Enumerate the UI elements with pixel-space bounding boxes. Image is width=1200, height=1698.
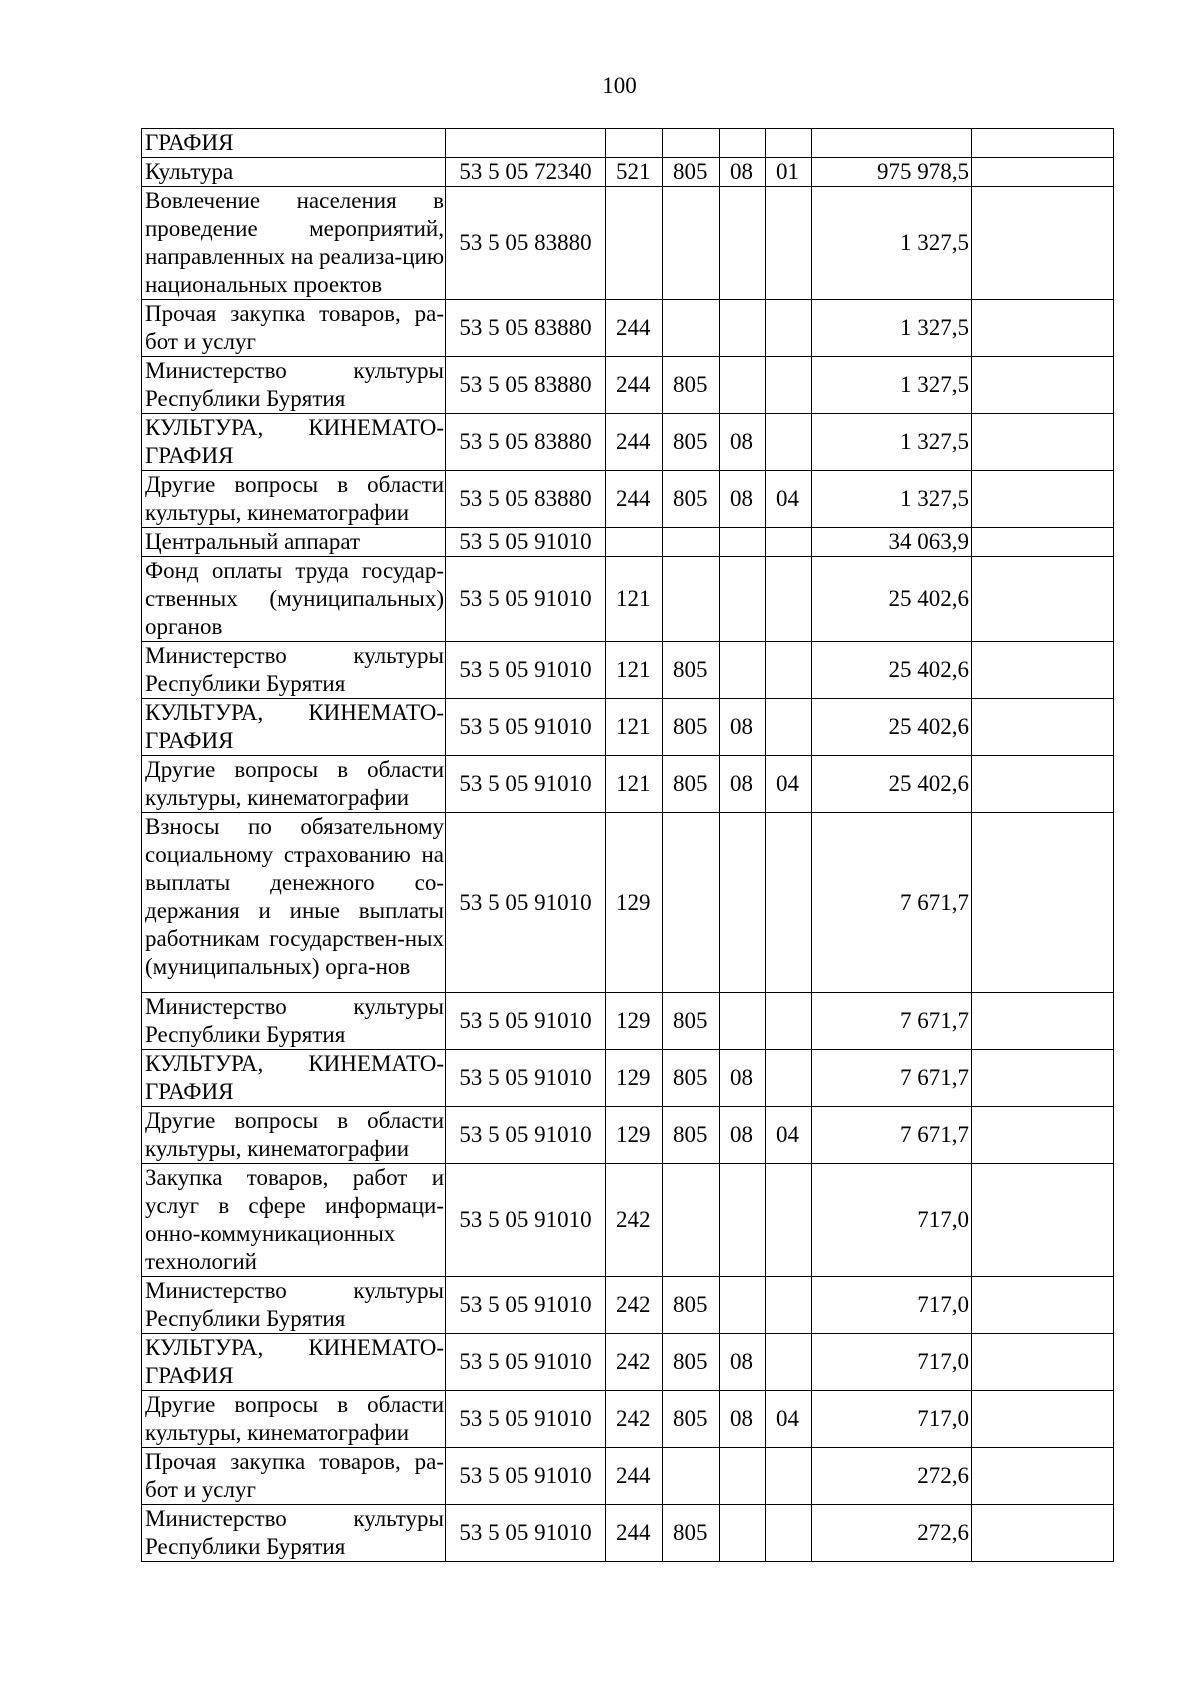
row-extra-cell — [972, 642, 1114, 699]
row-extra-cell — [972, 1164, 1114, 1277]
row-extra-cell — [972, 557, 1114, 642]
row-name-cell: Закупка товаров, работ и услуг в сфере информаци-онно-коммуникационных технологий — [142, 1164, 446, 1277]
row-department-cell — [663, 129, 720, 158]
row-code-cell: 53 5 05 91010 — [446, 642, 606, 699]
row-amount-cell: 25 402,6 — [812, 699, 972, 756]
row-section-cell: 08 — [720, 699, 766, 756]
row-section-cell: 08 — [720, 1334, 766, 1391]
row-subsection-cell — [766, 528, 812, 557]
row-expense-type-cell: 129 — [606, 813, 663, 993]
row-amount-cell: 1 327,5 — [812, 414, 972, 471]
row-section-cell: 08 — [720, 158, 766, 187]
row-expense-type-cell: 521 — [606, 158, 663, 187]
row-amount-cell: 1 327,5 — [812, 357, 972, 414]
row-subsection-cell — [766, 557, 812, 642]
row-expense-type-cell: 121 — [606, 699, 663, 756]
row-expense-type-cell: 242 — [606, 1334, 663, 1391]
row-department-cell — [663, 528, 720, 557]
row-department-cell: 805 — [663, 1107, 720, 1164]
row-code-cell: 53 5 05 83880 — [446, 357, 606, 414]
row-extra-cell — [972, 699, 1114, 756]
row-name-cell: Министерство культуры Республики Бурятия — [142, 357, 446, 414]
row-amount-cell: 975 978,5 — [812, 158, 972, 187]
table-row — [142, 1391, 1114, 1448]
row-code-cell: 53 5 05 91010 — [446, 557, 606, 642]
row-extra-cell — [972, 528, 1114, 557]
row-extra-cell — [972, 813, 1114, 993]
row-subsection-cell — [766, 699, 812, 756]
row-code-cell — [446, 129, 606, 158]
row-expense-type-cell: 244 — [606, 1505, 663, 1562]
row-expense-type-cell — [606, 187, 663, 300]
row-department-cell: 805 — [663, 1505, 720, 1562]
row-amount-cell: 717,0 — [812, 1164, 972, 1277]
row-amount-cell: 1 327,5 — [812, 300, 972, 357]
row-department-cell — [663, 300, 720, 357]
row-extra-cell — [972, 129, 1114, 158]
row-section-cell — [720, 129, 766, 158]
row-subsection-cell — [766, 357, 812, 414]
table-row — [142, 642, 1114, 699]
row-amount-cell: 717,0 — [812, 1334, 972, 1391]
row-name-cell: Другие вопросы в области культуры, кинематографии — [142, 756, 446, 813]
row-section-cell — [720, 1164, 766, 1277]
row-name-cell: КУЛЬТУРА, КИНЕМАТО-ГРАФИЯ — [142, 414, 446, 471]
row-extra-cell — [972, 357, 1114, 414]
row-subsection-cell — [766, 1334, 812, 1391]
row-name-cell: ГРАФИЯ — [142, 129, 446, 158]
row-section-cell — [720, 813, 766, 993]
row-amount-cell: 34 063,9 — [812, 528, 972, 557]
row-subsection-cell: 04 — [766, 1107, 812, 1164]
row-expense-type-cell: 121 — [606, 642, 663, 699]
row-name-cell: Другие вопросы в области культуры, кинематографии — [142, 471, 446, 528]
table-body — [142, 129, 1114, 1562]
table-row — [142, 158, 1114, 187]
row-code-cell: 53 5 05 83880 — [446, 471, 606, 528]
row-department-cell — [663, 187, 720, 300]
row-subsection-cell: 04 — [766, 471, 812, 528]
row-section-cell: 08 — [720, 471, 766, 528]
row-subsection-cell — [766, 813, 812, 993]
row-code-cell: 53 5 05 83880 — [446, 187, 606, 300]
row-amount-cell: 1 327,5 — [812, 471, 972, 528]
row-extra-cell — [972, 993, 1114, 1050]
row-expense-type-cell: 129 — [606, 1050, 663, 1107]
table-row — [142, 1164, 1114, 1277]
table-row — [142, 813, 1114, 993]
row-code-cell: 53 5 05 91010 — [446, 1505, 606, 1562]
row-name-cell: Министерство культуры Республики Бурятия — [142, 642, 446, 699]
row-name-cell: Другие вопросы в области культуры, кинематографии — [142, 1107, 446, 1164]
row-department-cell — [663, 1448, 720, 1505]
row-name-cell: КУЛЬТУРА, КИНЕМАТО-ГРАФИЯ — [142, 699, 446, 756]
row-extra-cell — [972, 1107, 1114, 1164]
row-department-cell: 805 — [663, 471, 720, 528]
row-extra-cell — [972, 1505, 1114, 1562]
row-expense-type-cell — [606, 129, 663, 158]
row-expense-type-cell: 242 — [606, 1164, 663, 1277]
row-extra-cell — [972, 187, 1114, 300]
row-name-cell: КУЛЬТУРА, КИНЕМАТО-ГРАФИЯ — [142, 1050, 446, 1107]
row-subsection-cell — [766, 1448, 812, 1505]
row-extra-cell — [972, 300, 1114, 357]
row-amount-cell: 25 402,6 — [812, 557, 972, 642]
row-subsection-cell — [766, 1505, 812, 1562]
row-name-cell: Прочая закупка товаров, ра-бот и услуг — [142, 300, 446, 357]
row-name-cell: Прочая закупка товаров, ра-бот и услуг — [142, 1448, 446, 1505]
row-extra-cell — [972, 1391, 1114, 1448]
row-code-cell: 53 5 05 91010 — [446, 1448, 606, 1505]
row-department-cell — [663, 557, 720, 642]
row-section-cell: 08 — [720, 1050, 766, 1107]
row-expense-type-cell: 242 — [606, 1277, 663, 1334]
row-amount-cell: 272,6 — [812, 1505, 972, 1562]
row-subsection-cell — [766, 1164, 812, 1277]
row-amount-cell — [812, 129, 972, 158]
row-amount-cell: 717,0 — [812, 1391, 972, 1448]
row-department-cell: 805 — [663, 699, 720, 756]
row-code-cell: 53 5 05 91010 — [446, 813, 606, 993]
row-code-cell: 53 5 05 83880 — [446, 414, 606, 471]
row-name-cell: Министерство культуры Республики Бурятия — [142, 1277, 446, 1334]
row-name-cell: КУЛЬТУРА, КИНЕМАТО-ГРАФИЯ — [142, 1334, 446, 1391]
row-expense-type-cell — [606, 528, 663, 557]
table-row — [142, 699, 1114, 756]
row-code-cell: 53 5 05 91010 — [446, 993, 606, 1050]
row-department-cell: 805 — [663, 756, 720, 813]
row-department-cell — [663, 813, 720, 993]
table-row — [142, 993, 1114, 1050]
row-subsection-cell — [766, 1277, 812, 1334]
row-expense-type-cell: 129 — [606, 993, 663, 1050]
row-amount-cell: 717,0 — [812, 1277, 972, 1334]
table-row — [142, 129, 1114, 158]
row-amount-cell: 25 402,6 — [812, 756, 972, 813]
row-subsection-cell: 01 — [766, 158, 812, 187]
row-expense-type-cell: 244 — [606, 414, 663, 471]
row-section-cell — [720, 300, 766, 357]
row-code-cell: 53 5 05 91010 — [446, 1334, 606, 1391]
table-row — [142, 471, 1114, 528]
row-department-cell: 805 — [663, 642, 720, 699]
table-row — [142, 414, 1114, 471]
row-code-cell: 53 5 05 91010 — [446, 699, 606, 756]
row-expense-type-cell: 244 — [606, 471, 663, 528]
row-department-cell: 805 — [663, 993, 720, 1050]
row-expense-type-cell: 129 — [606, 1107, 663, 1164]
budget-table — [141, 128, 1114, 1562]
row-section-cell — [720, 528, 766, 557]
row-expense-type-cell: 244 — [606, 357, 663, 414]
table-row — [142, 528, 1114, 557]
row-code-cell: 53 5 05 91010 — [446, 1391, 606, 1448]
row-amount-cell: 7 671,7 — [812, 1050, 972, 1107]
row-extra-cell — [972, 1277, 1114, 1334]
table-row — [142, 1277, 1114, 1334]
row-name-cell: Фонд оплаты труда государ-ственных (муниципальных) органов — [142, 557, 446, 642]
row-section-cell — [720, 993, 766, 1050]
row-extra-cell — [972, 1448, 1114, 1505]
row-name-cell: Министерство культуры Республики Бурятия — [142, 993, 446, 1050]
row-amount-cell: 7 671,7 — [812, 993, 972, 1050]
row-subsection-cell — [766, 187, 812, 300]
row-section-cell — [720, 1505, 766, 1562]
row-subsection-cell — [766, 129, 812, 158]
row-extra-cell — [972, 756, 1114, 813]
page-number: 100 — [602, 73, 637, 98]
row-section-cell — [720, 642, 766, 699]
row-expense-type-cell: 244 — [606, 300, 663, 357]
row-subsection-cell: 04 — [766, 756, 812, 813]
row-subsection-cell — [766, 414, 812, 471]
table-row — [142, 357, 1114, 414]
row-name-cell: Вовлечение населения в проведение мероприятий, направленных на реализа-цию национальных проектов — [142, 187, 446, 300]
table-row — [142, 557, 1114, 642]
row-department-cell: 805 — [663, 1277, 720, 1334]
row-department-cell: 805 — [663, 158, 720, 187]
row-extra-cell — [972, 1050, 1114, 1107]
table-row — [142, 187, 1114, 300]
table-row — [142, 1505, 1114, 1562]
row-subsection-cell — [766, 300, 812, 357]
row-department-cell: 805 — [663, 1391, 720, 1448]
row-department-cell: 805 — [663, 357, 720, 414]
table-row — [142, 1448, 1114, 1505]
row-subsection-cell — [766, 642, 812, 699]
row-department-cell: 805 — [663, 1050, 720, 1107]
row-section-cell: 08 — [720, 1107, 766, 1164]
row-code-cell: 53 5 05 91010 — [446, 1107, 606, 1164]
row-amount-cell: 25 402,6 — [812, 642, 972, 699]
row-amount-cell: 1 327,5 — [812, 187, 972, 300]
row-section-cell — [720, 557, 766, 642]
row-expense-type-cell: 121 — [606, 557, 663, 642]
row-name-cell: Другие вопросы в области культуры, кинематографии — [142, 1391, 446, 1448]
row-extra-cell — [972, 471, 1114, 528]
row-section-cell: 08 — [720, 414, 766, 471]
row-amount-cell: 7 671,7 — [812, 1107, 972, 1164]
row-section-cell: 08 — [720, 1391, 766, 1448]
row-name-cell: Культура — [142, 158, 446, 187]
row-amount-cell: 7 671,7 — [812, 813, 972, 993]
row-amount-cell: 272,6 — [812, 1448, 972, 1505]
row-code-cell: 53 5 05 91010 — [446, 756, 606, 813]
table-row — [142, 756, 1114, 813]
row-section-cell — [720, 357, 766, 414]
row-section-cell — [720, 1448, 766, 1505]
row-code-cell: 53 5 05 91010 — [446, 1277, 606, 1334]
row-subsection-cell: 04 — [766, 1391, 812, 1448]
row-name-cell: Центральный аппарат — [142, 528, 446, 557]
row-section-cell — [720, 187, 766, 300]
row-expense-type-cell: 244 — [606, 1448, 663, 1505]
table-row — [142, 1050, 1114, 1107]
row-code-cell: 53 5 05 83880 — [446, 300, 606, 357]
row-department-cell: 805 — [663, 1334, 720, 1391]
table-row — [142, 1334, 1114, 1391]
row-code-cell: 53 5 05 91010 — [446, 528, 606, 557]
row-extra-cell — [972, 414, 1114, 471]
row-subsection-cell — [766, 993, 812, 1050]
row-code-cell: 53 5 05 91010 — [446, 1164, 606, 1277]
row-section-cell: 08 — [720, 756, 766, 813]
row-expense-type-cell: 242 — [606, 1391, 663, 1448]
row-department-cell — [663, 1164, 720, 1277]
row-name-cell: Министерство культуры Республики Бурятия — [142, 1505, 446, 1562]
table-row — [142, 300, 1114, 357]
row-expense-type-cell: 121 — [606, 756, 663, 813]
row-name-cell: Взносы по обязательному социальному страхованию на выплаты денежного со-держания и иные выплаты работникам государствен-ных (муниципальных) орга-нов — [142, 813, 446, 993]
row-subsection-cell — [766, 1050, 812, 1107]
row-extra-cell — [972, 1334, 1114, 1391]
row-extra-cell — [972, 158, 1114, 187]
row-code-cell: 53 5 05 72340 — [446, 158, 606, 187]
row-section-cell — [720, 1277, 766, 1334]
table-row — [142, 1107, 1114, 1164]
row-department-cell: 805 — [663, 414, 720, 471]
row-code-cell: 53 5 05 91010 — [446, 1050, 606, 1107]
